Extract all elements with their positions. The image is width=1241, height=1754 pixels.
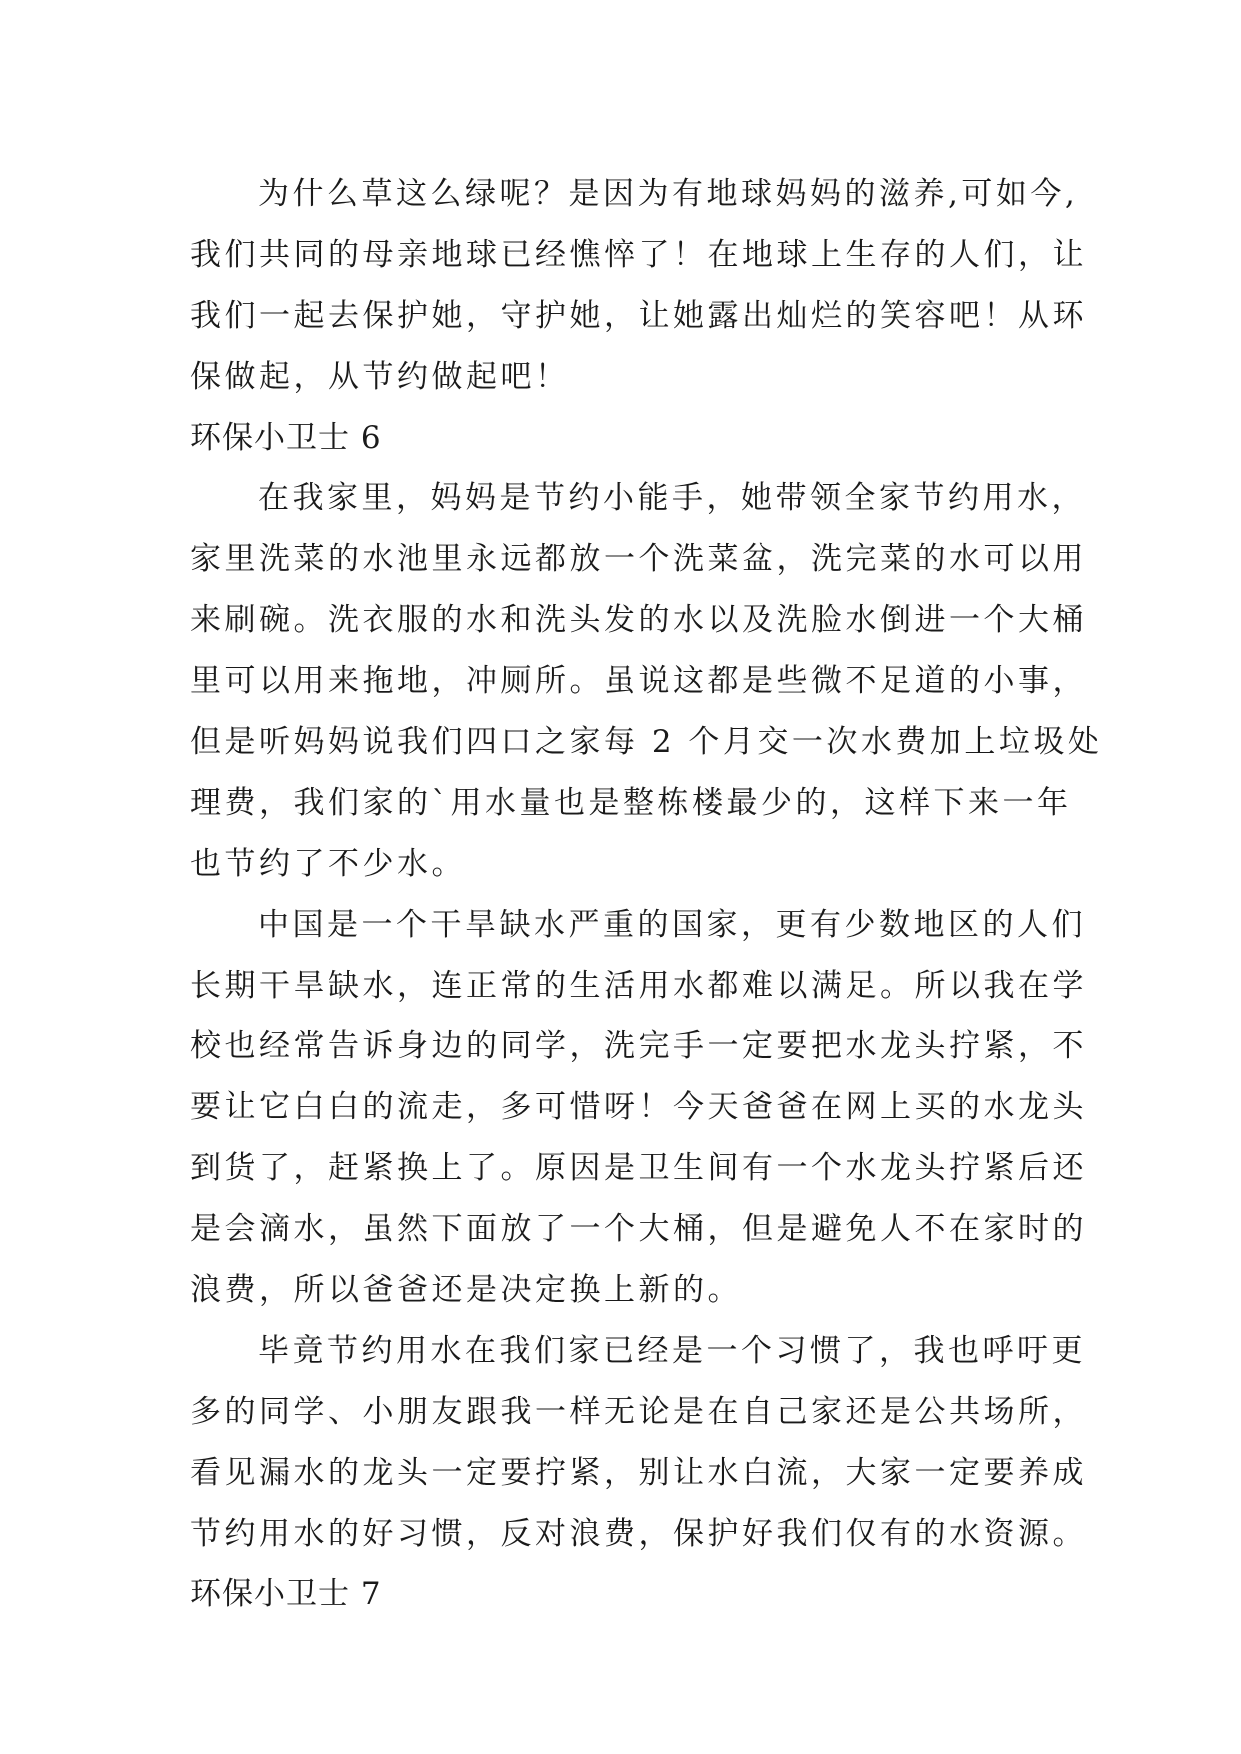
text-line: 是会滴水，虽然下面放了一个大桶，但是避免人不在家时的 [190, 1211, 1087, 1248]
text-line: 保做起，从节约做起吧！ [190, 358, 570, 395]
text-line: 中国是一个干旱缺水严重的国家，更有少数地区的人们 [258, 906, 1086, 943]
text-line: 里可以用来拖地，冲厕所。虽说这都是些微不足道的小事， [190, 663, 1087, 700]
text-line: 我们共同的母亲地球已经憔悴了！在地球上生存的人们，让 [190, 236, 1087, 273]
text-line: 理费，我们家的`用水量也是整栋楼最少的，这样下来一年 [190, 784, 1072, 821]
text-line: 校也经常告诉身边的同学，洗完手一定要把水龙头拧紧，不 [190, 1028, 1087, 1065]
text-line: 看见漏水的龙头一定要拧紧，别让水白流，大家一定要养成 [190, 1454, 1087, 1491]
section-heading: 环保小卫士 6 [190, 419, 382, 456]
text-line: 毕竟节约用水在我们家已经是一个习惯了，我也呼吁更 [258, 1332, 1086, 1369]
text-line: 为什么草这么绿呢？是因为有地球妈妈的滋养,可如今, [258, 176, 1079, 212]
text-line: 在我家里，妈妈是节约小能手，她带领全家节约用水， [258, 480, 1086, 517]
text-line: 长期干旱缺水，连正常的生活用水都难以满足。所以我在学 [190, 967, 1087, 1004]
text-line: 要让它白白的流走，多可惜呀！今天爸爸在网上买的水龙头 [190, 1089, 1087, 1126]
document-body [190, 164, 1103, 1625]
text-line: 来刷碗。洗衣服的水和洗头发的水以及洗脸水倒进一个大桶 [190, 602, 1087, 639]
text-line: 但是听妈妈说我们四口之家每 2 个月交一次水费加上垃圾处 [190, 724, 1103, 761]
text-line: 到货了，赶紧换上了。原因是卫生间有一个水龙头拧紧后还 [190, 1150, 1087, 1187]
text-line: 我们一起去保护她，守护她，让她露出灿烂的笑容吧！从环 [190, 297, 1087, 334]
section-heading: 环保小卫士 7 [190, 1576, 382, 1613]
text-line: 浪费，所以爸爸还是决定换上新的。 [190, 1272, 742, 1309]
text-line: 也节约了不少水。 [190, 845, 466, 882]
text-line: 家里洗菜的水池里永远都放一个洗菜盆，洗完菜的水可以用 [190, 541, 1087, 578]
text-line: 多的同学、小朋友跟我一样无论是在自己家还是公共场所， [190, 1393, 1087, 1430]
text-line: 节约用水的好习惯，反对浪费，保护好我们仅有的水资源。 [190, 1515, 1087, 1552]
